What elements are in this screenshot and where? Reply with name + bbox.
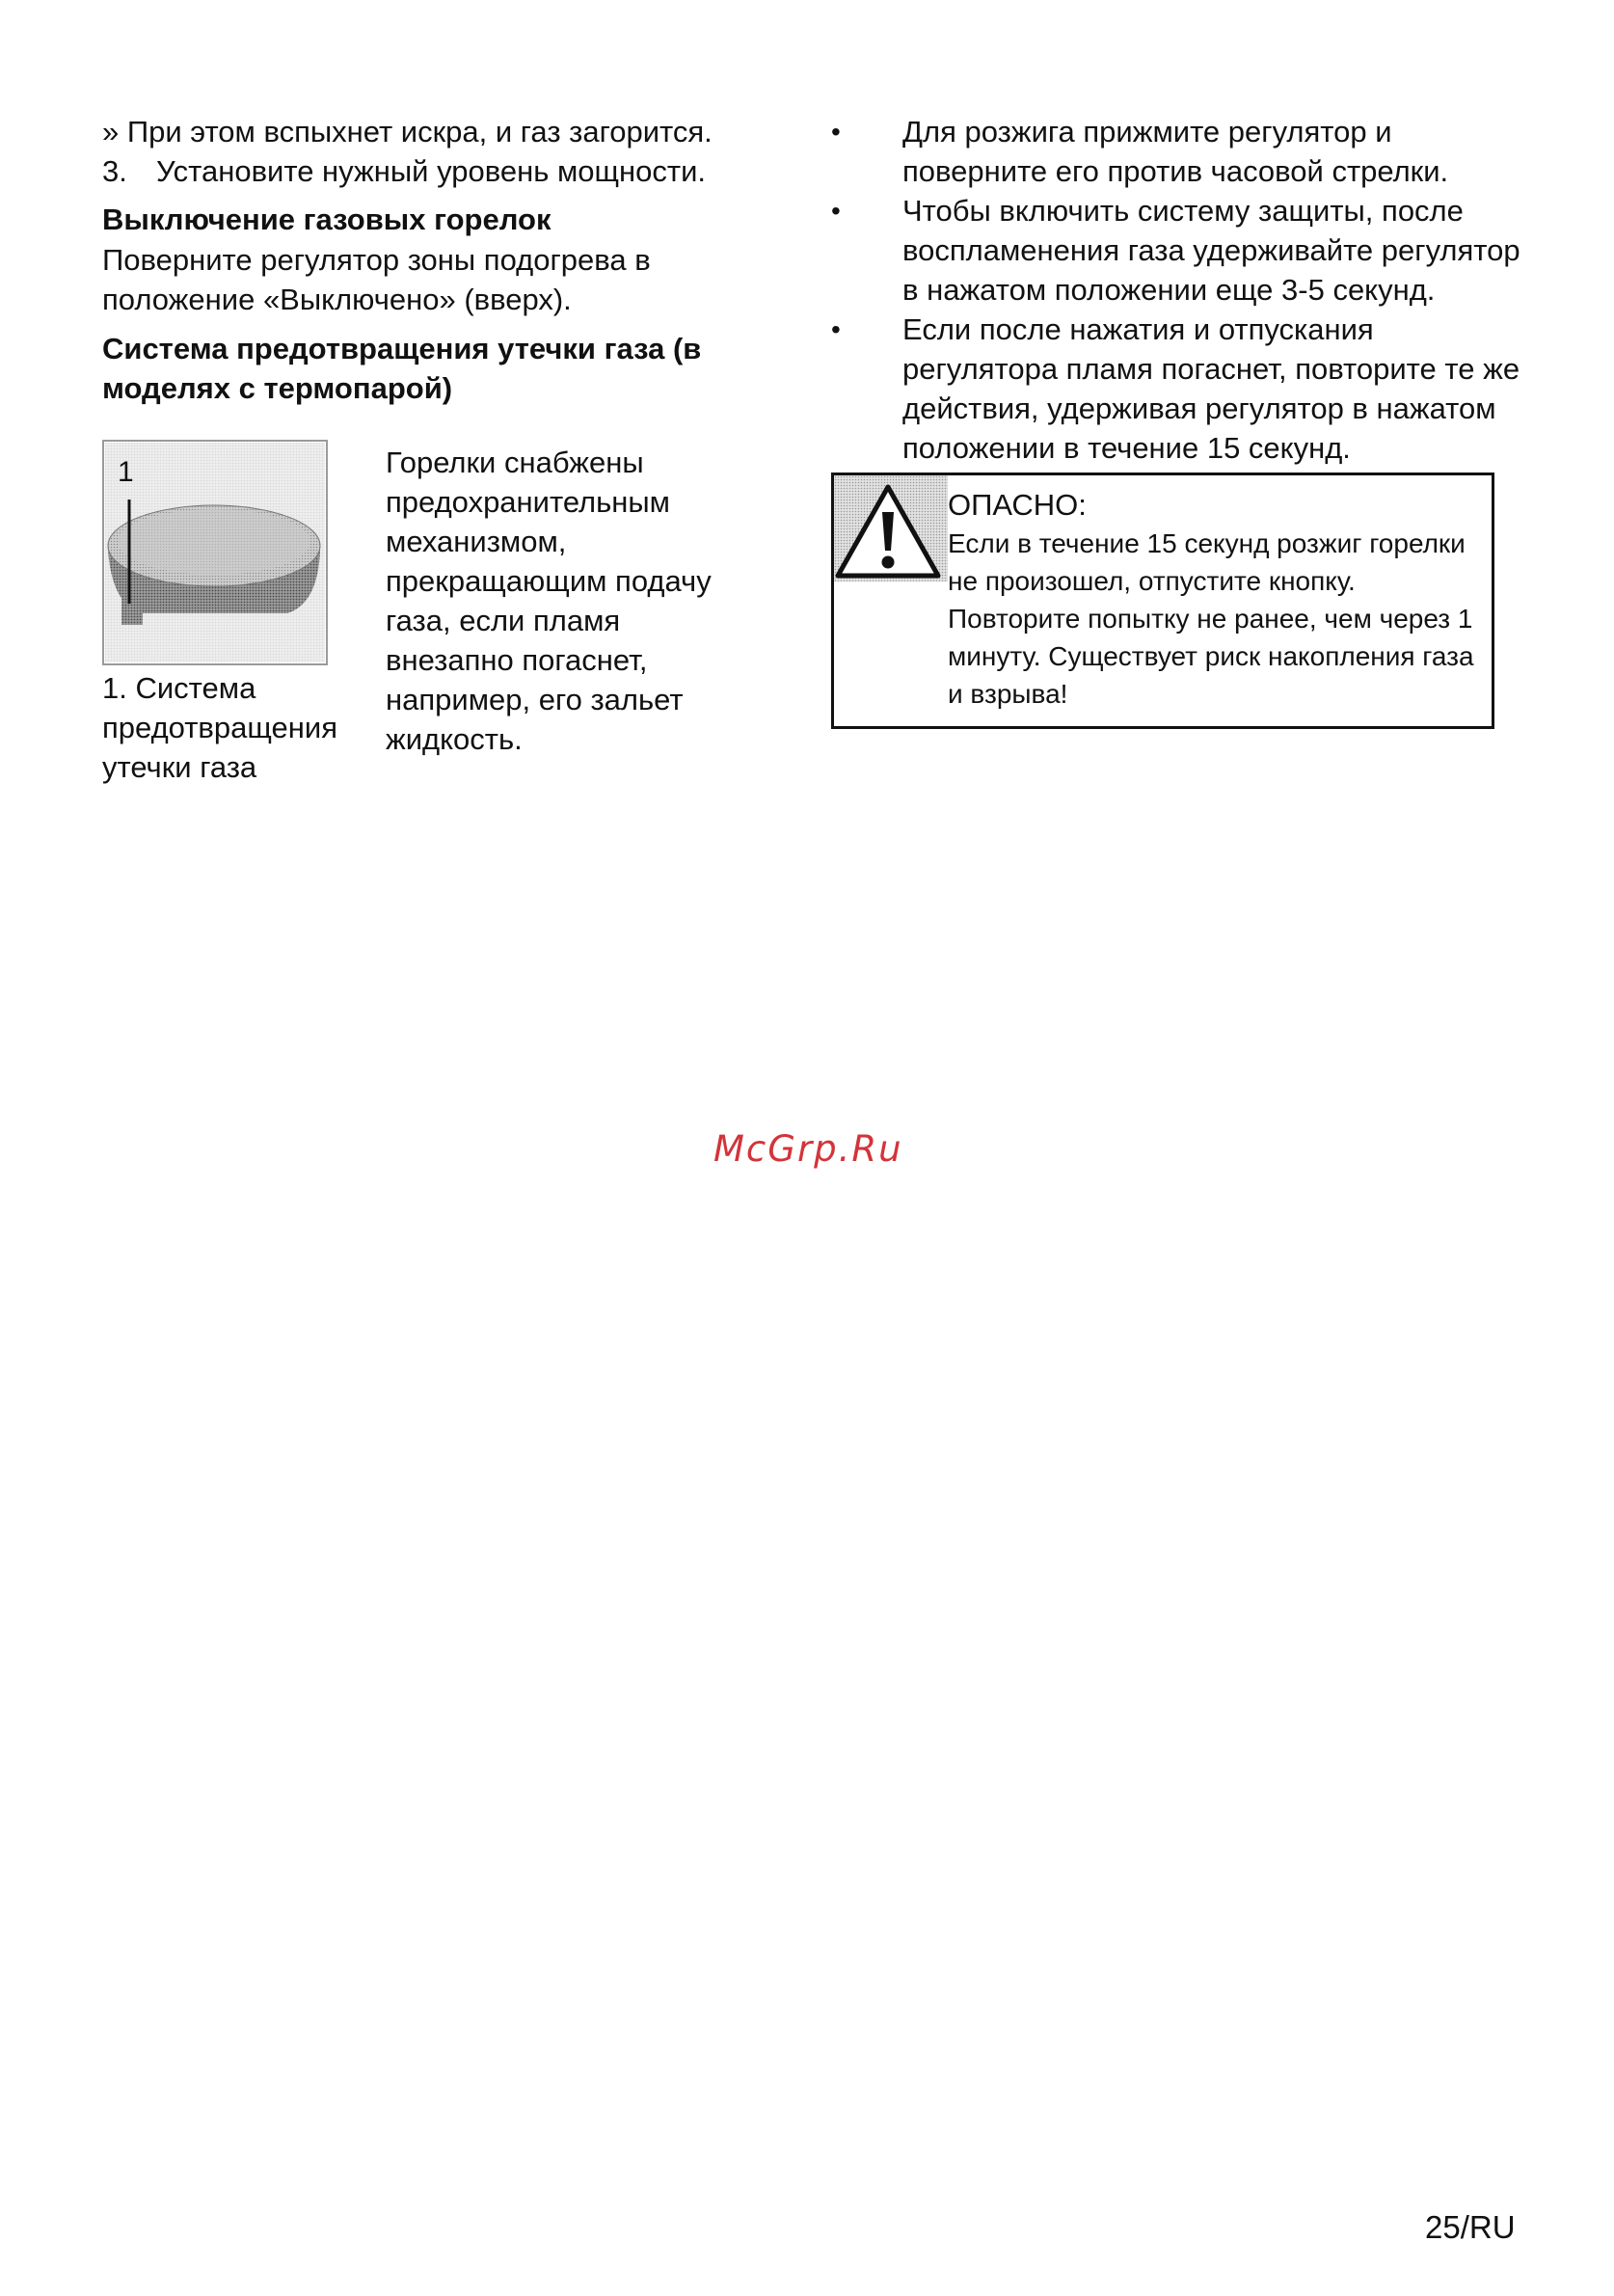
side-text-line: Горелки снабжены (386, 446, 644, 479)
side-text-line: жидкость. (386, 722, 523, 756)
heading-gas-leak-system: моделях с термопарой) (102, 371, 453, 405)
off-text-line: Поверните регулятор зоны подогрева в (102, 243, 651, 277)
intro-line: » При этом вспыхнет искра, и газ загорится. (102, 115, 713, 149)
side-text-line: предохранительным (386, 485, 670, 519)
warning-title: ОПАСНО: (948, 488, 1087, 522)
danger-warning-box (831, 473, 1494, 729)
bullet-marker: • (831, 117, 841, 147)
bullet-text-line: положении в течение 15 секунд. (902, 431, 1351, 465)
warning-text-line: и взрыва! (948, 679, 1068, 709)
bullet-text-line: воспламенения газа удерживайте регулятор (902, 233, 1520, 267)
figure-caption-line: утечки газа (102, 750, 257, 784)
step-number: 3. (102, 154, 127, 188)
bullet-text-line: регулятора пламя погаснет, повторите те же (902, 352, 1520, 386)
figure-caption-line: предотвращения (102, 711, 338, 744)
figure-caption-line: 1. Система (102, 671, 256, 705)
page-number: 25/RU (1425, 2209, 1516, 2245)
watermark: McGrp.Ru (713, 1128, 903, 1170)
thermocouple-figure (102, 440, 328, 665)
off-text-line: положение «Выключено» (вверх). (102, 283, 572, 316)
side-text-line: газа, если пламя (386, 604, 621, 637)
bullet-text-line: в нажатом положении еще 3-5 секунд. (902, 273, 1436, 307)
figure-callout-number: 1 (118, 456, 134, 488)
heading-burners-off: Выключение газовых горелок (102, 203, 551, 236)
bullet-text-line: Для розжига прижмите регулятор и (902, 115, 1392, 149)
warning-text-line: не произошел, отпустите кнопку. (948, 566, 1356, 596)
step-text: Установите нужный уровень мощности. (156, 154, 707, 188)
heading-gas-leak-system: Система предотвращения утечки газа (в (102, 332, 702, 365)
warning-text-line: Повторите попытку не ранее, чем через 1 (948, 604, 1473, 634)
bullet-text-line: Если после нажатия и отпускания (902, 312, 1374, 346)
side-text-line: прекращающим подачу (386, 564, 712, 598)
bullet-marker: • (831, 314, 841, 344)
side-text-line: например, его зальет (386, 683, 684, 716)
bullet-text-line: Чтобы включить систему защиты, после (902, 194, 1464, 228)
side-text-line: внезапно погаснет, (386, 643, 648, 677)
bullet-text-line: поверните его против часовой стрелки. (902, 154, 1449, 188)
warning-triangle-icon (834, 475, 950, 591)
bullet-marker: • (831, 196, 841, 226)
side-text-line: механизмом, (386, 525, 567, 558)
burner-illustration (104, 442, 326, 663)
bullet-text-line: действия, удерживая регулятор в нажатом (902, 392, 1496, 425)
warning-text-line: Если в течение 15 секунд розжиг горелки (948, 528, 1466, 558)
warning-text-line: минуту. Существует риск накопления газа (948, 641, 1474, 671)
